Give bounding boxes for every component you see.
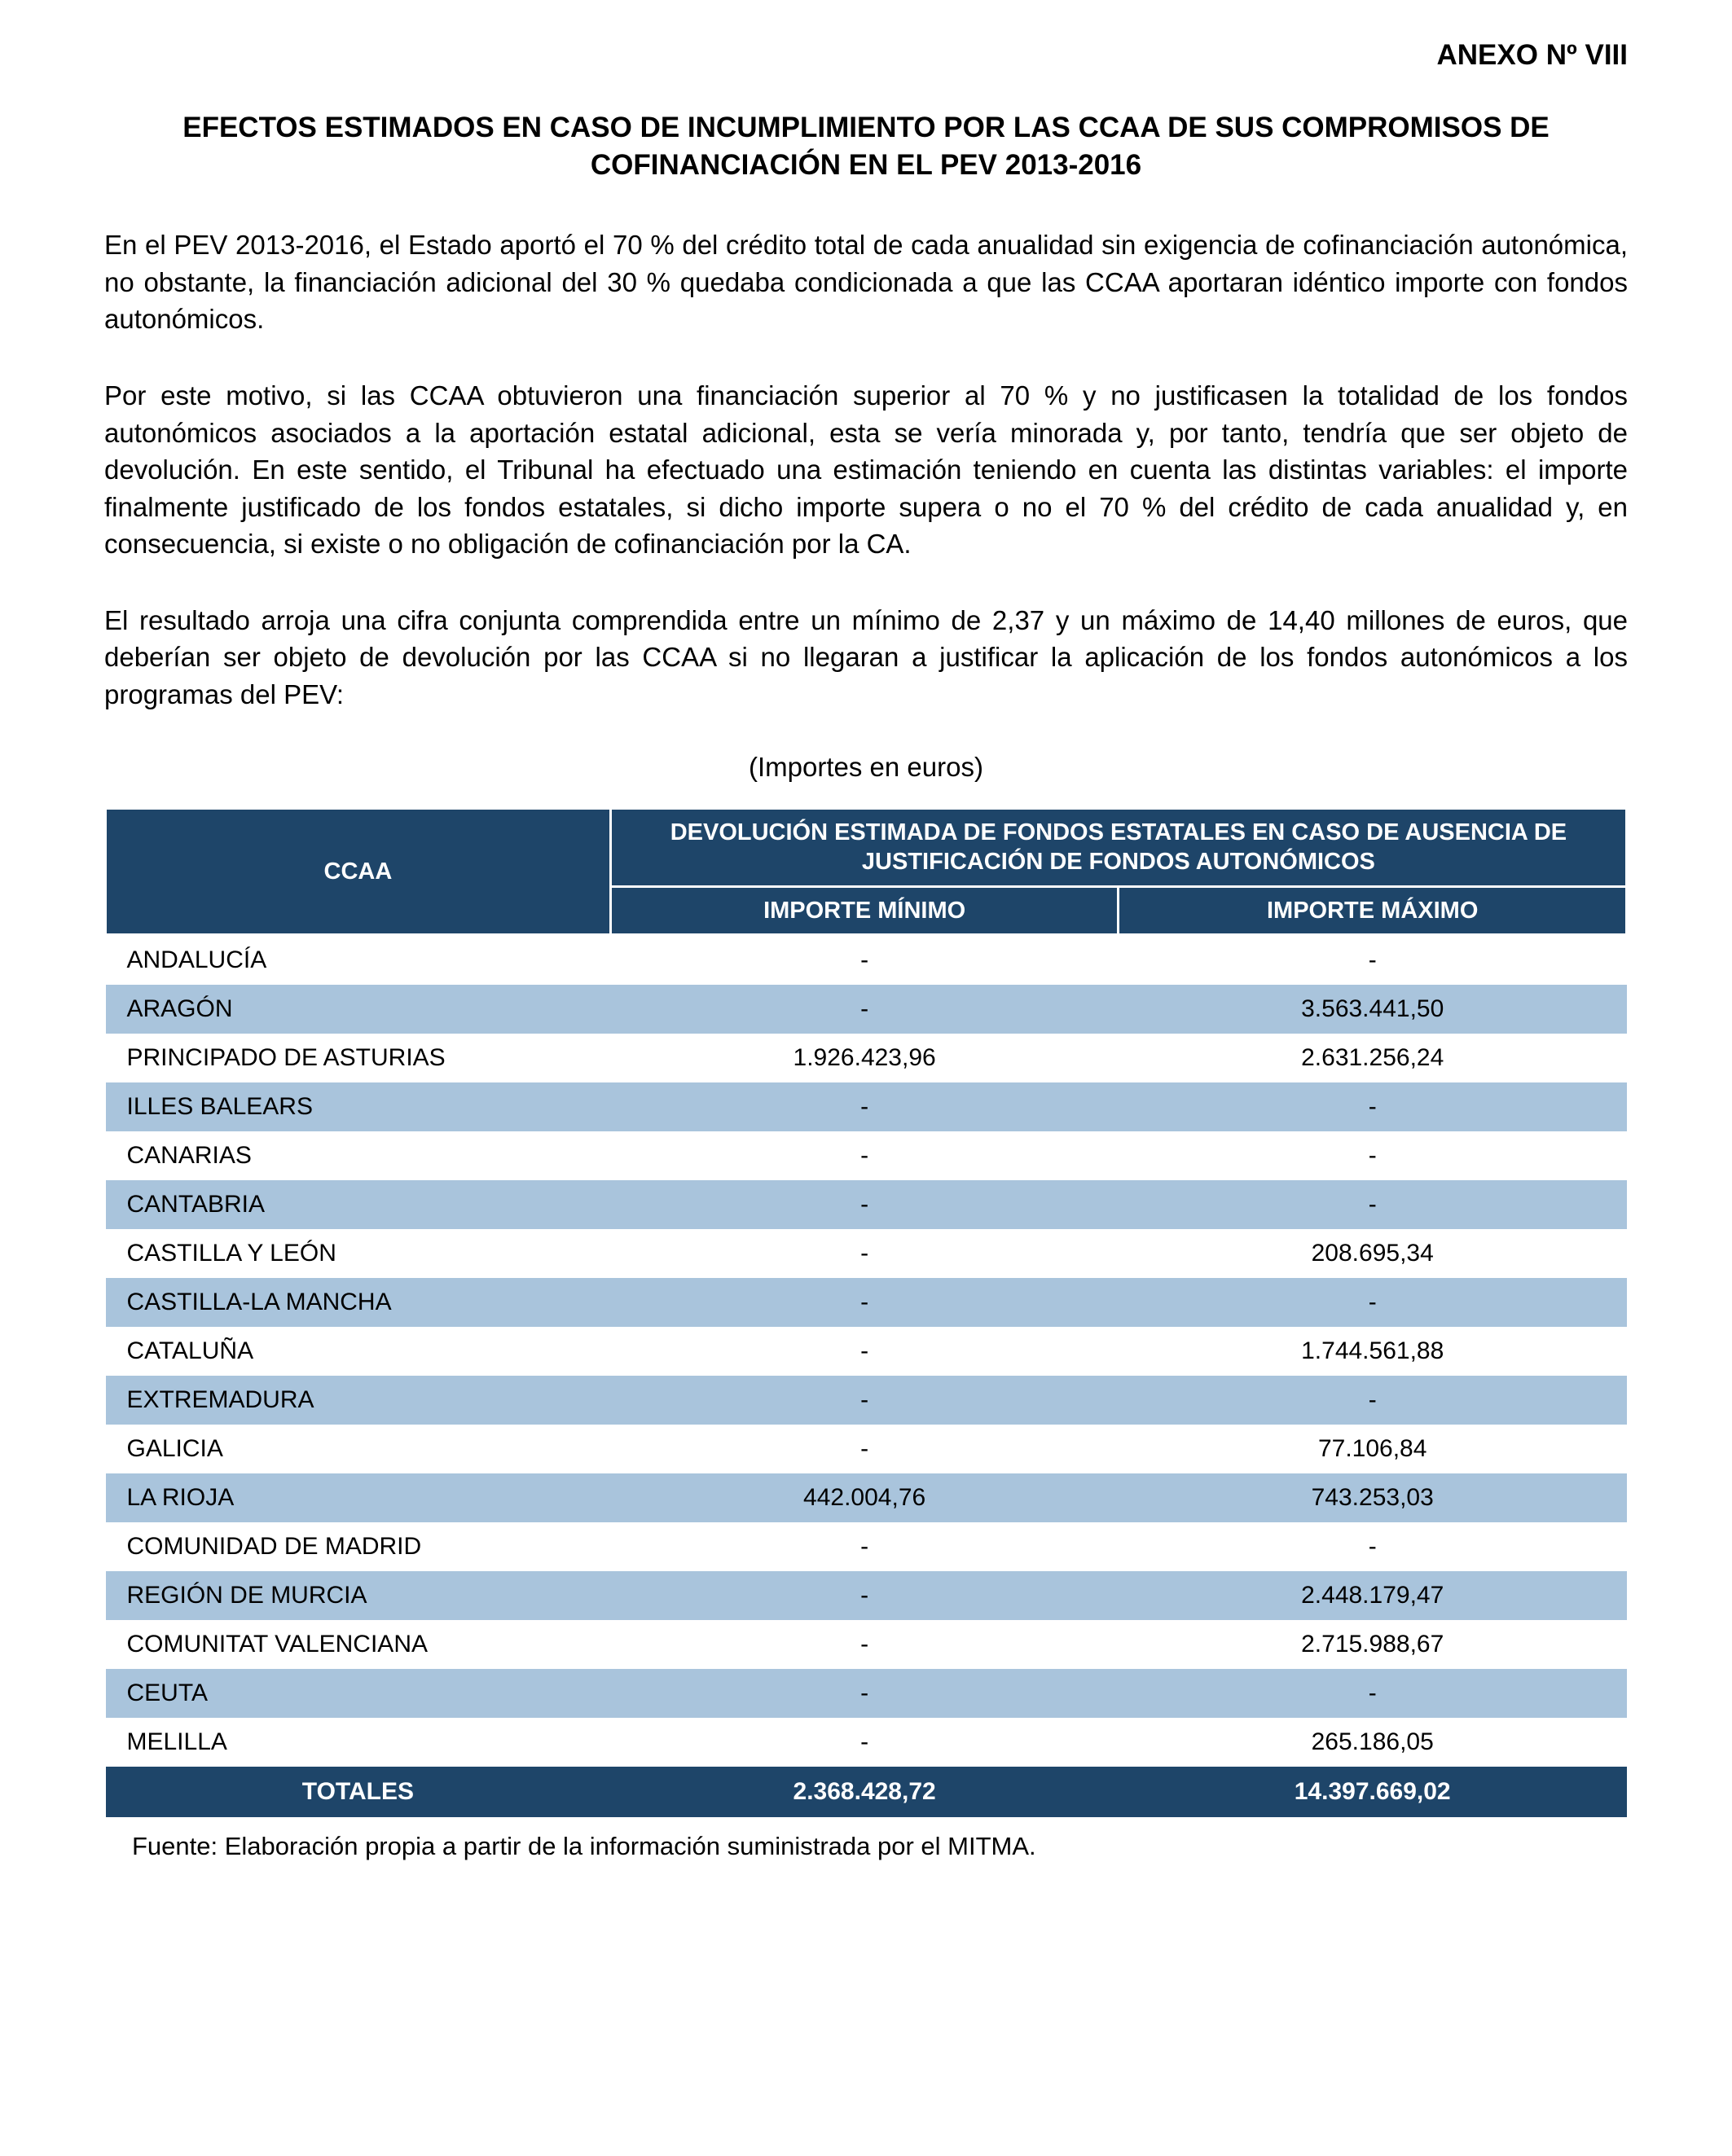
paragraph-3: El resultado arroja una cifra conjunta comprendida entre un mínimo de 2,37 y un máximo de 14,40 millones de euros, que deberían ser objeto de devolución por las CCAA si no llegaran a justificar la aplicación de los fondos autonómicos a los programas del PEV: [104, 604, 1628, 709]
table-row [106, 1376, 1627, 1425]
row-ccaa: LA RIOJA [126, 1483, 235, 1511]
row-ccaa: CEUTA [126, 1679, 208, 1706]
row-importe-maximo: 265.186,05 [1311, 1728, 1434, 1755]
row-ccaa: GALICIA [126, 1434, 223, 1462]
row-ccaa: PRINCIPADO DE ASTURIAS [126, 1043, 446, 1071]
table-row [106, 1620, 1627, 1669]
totals-row [106, 1767, 1627, 1817]
row-importe-minimo: - [860, 1728, 869, 1755]
row-ccaa: ILLES BALEARS [126, 1092, 313, 1120]
row-importe-maximo: 2.715.988,67 [1301, 1630, 1444, 1658]
table-row [106, 1327, 1627, 1376]
row-ccaa: EXTREMADURA [126, 1385, 314, 1413]
row-importe-maximo: 208.695,34 [1311, 1239, 1434, 1267]
row-ccaa: CANARIAS [126, 1141, 252, 1169]
row-importe-minimo: - [860, 1385, 869, 1413]
row-importe-minimo: - [860, 1532, 869, 1560]
table-row [106, 1425, 1627, 1473]
row-importe-maximo: 77.106,84 [1317, 1434, 1427, 1462]
paragraph-1: En el PEV 2013-2016, el Estado aportó el 70 % del crédito total de cada anualidad sin exigencia de cofinanciación autonómica, no obstante, la financiación adicional del 30 % quedaba condicionada a que las CCAA aportaran idéntico importe con fondos autonómicos. [104, 230, 1628, 335]
row-importe-maximo: - [1368, 1141, 1377, 1169]
row-importe-minimo: - [860, 1679, 869, 1706]
row-importe-maximo: 3.563.441,50 [1301, 995, 1444, 1022]
row-importe-minimo: - [860, 1434, 869, 1462]
row-ccaa: CATALUÑA [126, 1337, 254, 1364]
row-ccaa: CASTILLA Y LEÓN [126, 1239, 336, 1267]
column-header-ccaa: CCAA [106, 809, 611, 935]
table-row [106, 1082, 1627, 1131]
row-importe-minimo: - [860, 1581, 869, 1609]
row-importe-minimo: 1.926.423,96 [793, 1043, 936, 1071]
row-importe-minimo: - [860, 1190, 869, 1218]
table-row [106, 1229, 1627, 1278]
source-note: Fuente: Elaboración propia a partir de la información suministrada por el MITMA. [132, 1831, 1036, 1860]
row-importe-minimo: - [860, 1141, 869, 1169]
row-importe-minimo: - [860, 1630, 869, 1658]
column-header-importe-maximo: IMPORTE MÁXIMO [1119, 886, 1627, 934]
table-row [106, 934, 1627, 985]
table-header [106, 809, 1627, 935]
row-importe-maximo: 2.448.179,47 [1301, 1581, 1444, 1609]
table-row [106, 1718, 1627, 1767]
table-row [106, 1669, 1627, 1718]
row-ccaa: CANTABRIA [126, 1190, 265, 1218]
table-row [106, 1034, 1627, 1082]
row-importe-minimo: - [860, 1092, 869, 1120]
table-footer [106, 1767, 1627, 1817]
table-row [106, 1180, 1627, 1229]
table-row [106, 1131, 1627, 1180]
table-row [106, 985, 1627, 1034]
row-ccaa: REGIÓN DE MURCIA [126, 1581, 367, 1609]
row-importe-minimo: 442.004,76 [803, 1483, 926, 1511]
row-importe-maximo: - [1368, 1092, 1377, 1120]
row-importe-maximo: - [1368, 1679, 1377, 1706]
page-title: EFECTOS ESTIMADOS EN CASO DE INCUMPLIMIENTO POR LAS CCAA DE SUS COMPROMISOS DE COFINANCIACIÓN EN EL PEV 2013-2016 [182, 112, 1550, 182]
column-group-header: DEVOLUCIÓN ESTIMADA DE FONDOS ESTATALES EN CASO DE AUSENCIA DE JUSTIFICACIÓN DE FONDOS AUTONÓMICOS [610, 809, 1626, 887]
table-row [106, 1278, 1627, 1327]
annex-label: ANEXO Nº VIII [1436, 39, 1628, 71]
row-importe-minimo: - [860, 995, 869, 1022]
row-importe-maximo: - [1368, 1385, 1377, 1413]
row-importe-minimo: - [860, 1288, 869, 1315]
ccaa-refund-table [104, 807, 1628, 1817]
row-ccaa: CASTILLA-LA MANCHA [126, 1288, 392, 1315]
row-importe-maximo: 743.253,03 [1311, 1483, 1434, 1511]
row-importe-maximo: - [1368, 946, 1377, 973]
totals-importe-minimo: 2.368.428,72 [610, 1767, 1119, 1817]
totals-importe-maximo: 14.397.669,02 [1119, 1767, 1627, 1817]
row-ccaa: MELILLA [126, 1728, 227, 1755]
row-importe-minimo: - [860, 1337, 869, 1364]
row-importe-minimo: - [860, 1239, 869, 1267]
row-importe-maximo: - [1368, 1532, 1377, 1560]
row-importe-maximo: - [1368, 1190, 1377, 1218]
row-importe-maximo: - [1368, 1288, 1377, 1315]
table-caption: (Importes en euros) [749, 752, 983, 783]
row-ccaa: COMUNIDAD DE MADRID [126, 1532, 422, 1560]
table-row [106, 1473, 1627, 1522]
column-header-importe-minimo: IMPORTE MÍNIMO [610, 886, 1119, 934]
row-ccaa: COMUNITAT VALENCIANA [126, 1630, 428, 1658]
table-row [106, 1571, 1627, 1620]
row-importe-maximo: 1.744.561,88 [1301, 1337, 1444, 1364]
row-importe-maximo: 2.631.256,24 [1301, 1043, 1444, 1071]
row-ccaa: ANDALUCÍA [126, 946, 267, 973]
table-body [106, 934, 1627, 1767]
row-importe-minimo: - [860, 946, 869, 973]
row-ccaa: ARAGÓN [126, 995, 233, 1022]
paragraph-2: Por este motivo, si las CCAA obtuvieron una financiación superior al 70 % y no justificasen la totalidad de los fondos autonómicos asociados a la aportación estatal adicional, esta se vería minorada y, por tanto, tendría que ser objeto de devolución. En este sentido, el Tribunal ha efectuado una estimación teniendo en cuenta las distintas variables: el importe finalmente justificado de los fondos estatales, si dicho importe supera o no el 70 % del crédito de cada anualidad y, en consecuencia, si existe o no obligación de cofinanciación por la CA. [104, 380, 1628, 560]
totals-label: TOTALES [106, 1767, 611, 1817]
table-row [106, 1522, 1627, 1571]
